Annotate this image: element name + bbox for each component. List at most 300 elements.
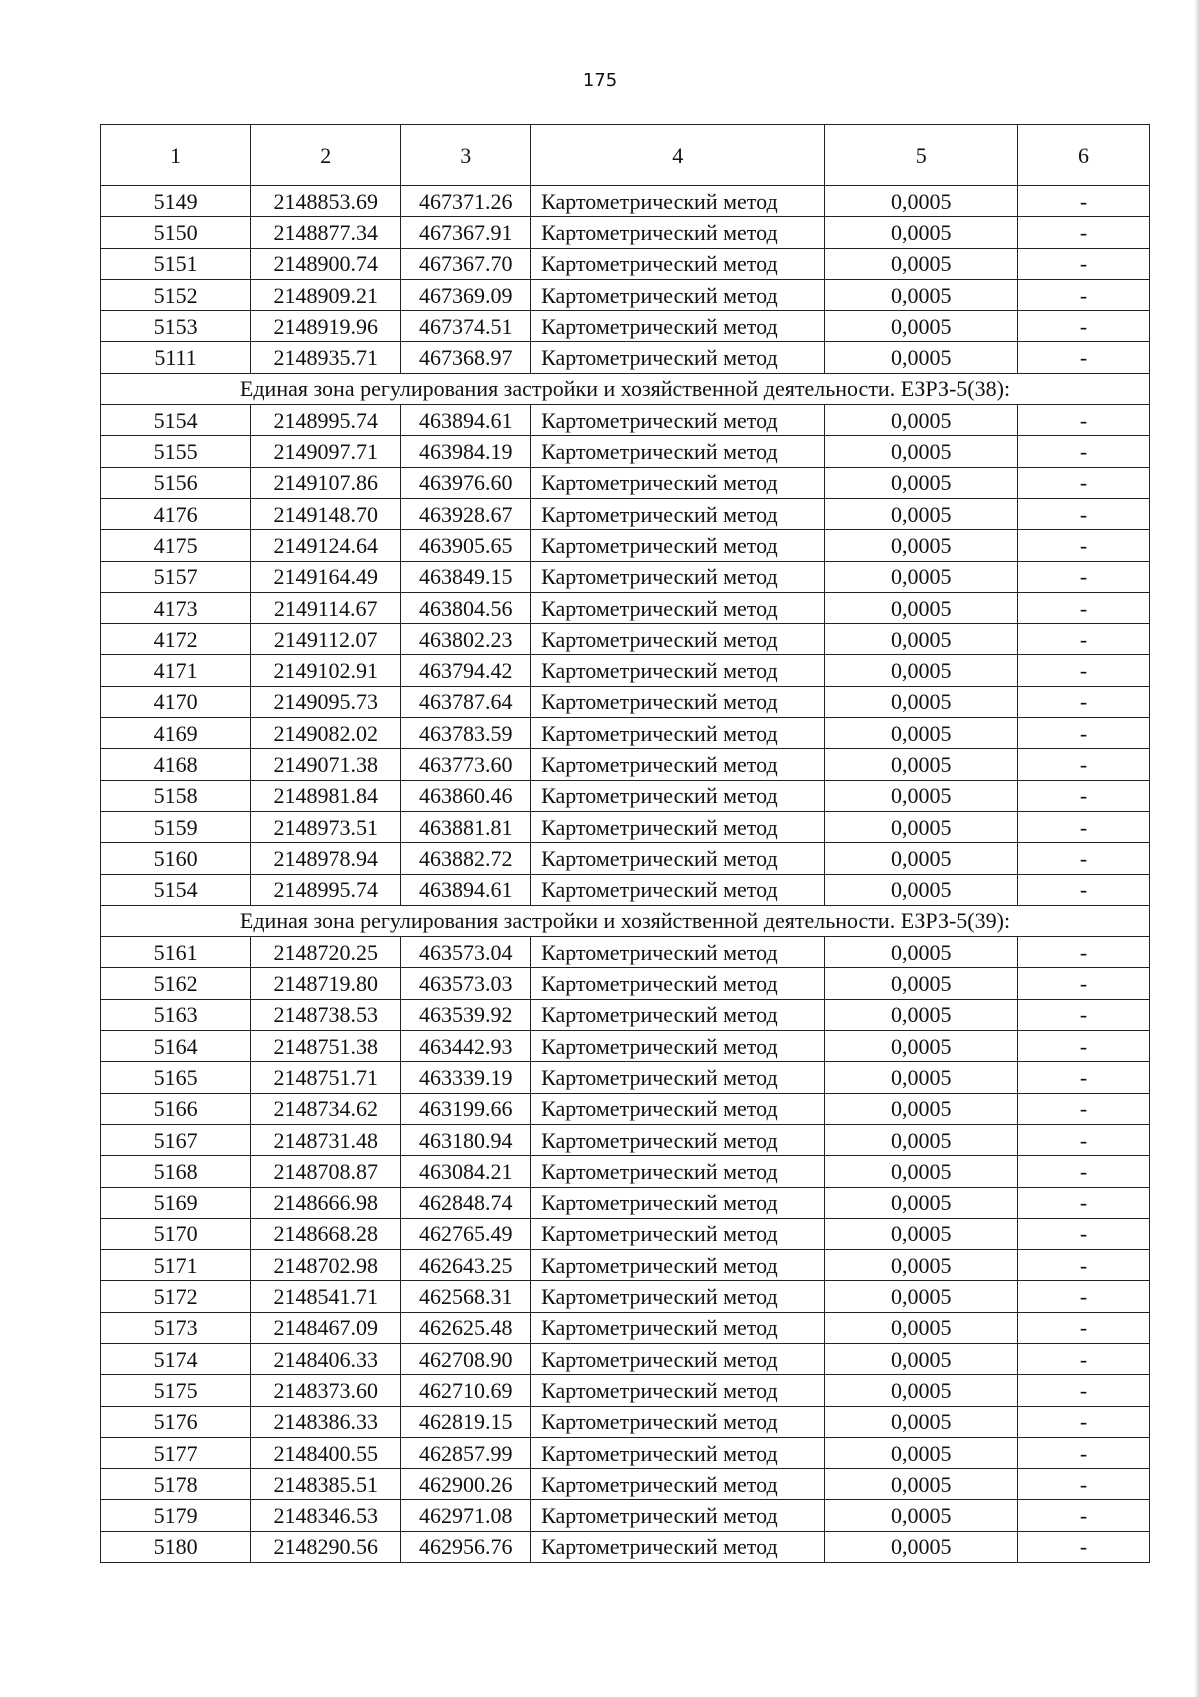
table-row (101, 1124, 1150, 1155)
method-cell: Картометрический метод (531, 874, 825, 905)
point-number-cell: 5158 (101, 780, 251, 811)
coord-y-cell: 467374.51 (401, 311, 531, 342)
note-cell: - (1018, 248, 1150, 279)
coord-y-cell: 463881.81 (401, 811, 531, 842)
point-number-cell: 5154 (101, 405, 251, 436)
table-row (101, 1156, 1150, 1187)
note-cell: - (1018, 1375, 1150, 1406)
coord-x-cell: 2148995.74 (251, 405, 401, 436)
method-cell: Картометрический метод (531, 1031, 825, 1062)
accuracy-cell: 0,0005 (825, 561, 1018, 592)
coord-x-cell: 2148973.51 (251, 811, 401, 842)
note-cell: - (1018, 874, 1150, 905)
point-number-cell: 4171 (101, 655, 251, 686)
table-row (101, 342, 1150, 373)
table-row (101, 1187, 1150, 1218)
note-cell: - (1018, 342, 1150, 373)
table-row (101, 279, 1150, 310)
method-cell: Картометрический метод (531, 1312, 825, 1343)
point-number-cell: 5154 (101, 874, 251, 905)
coord-x-cell: 2149164.49 (251, 561, 401, 592)
point-number-cell: 5149 (101, 186, 251, 217)
coord-x-cell: 2148919.96 (251, 311, 401, 342)
accuracy-cell: 0,0005 (825, 655, 1018, 686)
point-number-cell: 5161 (101, 937, 251, 968)
accuracy-cell: 0,0005 (825, 749, 1018, 780)
coord-x-cell: 2149114.67 (251, 592, 401, 623)
accuracy-cell: 0,0005 (825, 624, 1018, 655)
method-cell: Картометрический метод (531, 1343, 825, 1374)
method-cell: Картометрический метод (531, 1406, 825, 1437)
coord-x-cell: 2148720.25 (251, 937, 401, 968)
table-row (101, 937, 1150, 968)
point-number-cell: 5153 (101, 311, 251, 342)
note-cell: - (1018, 186, 1150, 217)
accuracy-cell: 0,0005 (825, 999, 1018, 1030)
method-cell: Картометрический метод (531, 1062, 825, 1093)
accuracy-cell: 0,0005 (825, 1375, 1018, 1406)
point-number-cell: 5111 (101, 342, 251, 373)
table-row (101, 248, 1150, 279)
note-cell: - (1018, 1406, 1150, 1437)
coord-x-cell: 2148467.09 (251, 1312, 401, 1343)
accuracy-cell: 0,0005 (825, 1406, 1018, 1437)
point-number-cell: 5177 (101, 1437, 251, 1468)
table-row (101, 1437, 1150, 1468)
table-row (101, 1250, 1150, 1281)
column-header: 1 (101, 125, 251, 186)
table-row (101, 1531, 1150, 1562)
coord-y-cell: 463573.04 (401, 937, 531, 968)
accuracy-cell: 0,0005 (825, 1437, 1018, 1468)
accuracy-cell: 0,0005 (825, 498, 1018, 529)
table-row (101, 592, 1150, 623)
method-cell: Картометрический метод (531, 436, 825, 467)
method-cell: Картометрический метод (531, 1124, 825, 1155)
point-number-cell: 5171 (101, 1250, 251, 1281)
method-cell: Картометрический метод (531, 186, 825, 217)
table-row (101, 530, 1150, 561)
note-cell: - (1018, 1156, 1150, 1187)
accuracy-cell: 0,0005 (825, 686, 1018, 717)
point-number-cell: 5178 (101, 1469, 251, 1500)
accuracy-cell: 0,0005 (825, 1312, 1018, 1343)
coord-y-cell: 462625.48 (401, 1312, 531, 1343)
coord-y-cell: 462900.26 (401, 1469, 531, 1500)
column-header: 2 (251, 125, 401, 186)
method-cell: Картометрический метод (531, 279, 825, 310)
accuracy-cell: 0,0005 (825, 1062, 1018, 1093)
method-cell: Картометрический метод (531, 217, 825, 248)
coord-x-cell: 2148666.98 (251, 1187, 401, 1218)
note-cell: - (1018, 1469, 1150, 1500)
note-cell: - (1018, 749, 1150, 780)
note-cell: - (1018, 1531, 1150, 1562)
coord-y-cell: 462819.15 (401, 1406, 531, 1437)
coord-x-cell: 2148751.38 (251, 1031, 401, 1062)
point-number-cell: 4173 (101, 592, 251, 623)
coord-y-cell: 463339.19 (401, 1062, 531, 1093)
method-cell: Картометрический метод (531, 624, 825, 655)
coord-y-cell: 467368.97 (401, 342, 531, 373)
point-number-cell: 5162 (101, 968, 251, 999)
note-cell: - (1018, 843, 1150, 874)
table-row (101, 874, 1150, 905)
method-cell: Картометрический метод (531, 843, 825, 874)
coord-x-cell: 2148877.34 (251, 217, 401, 248)
note-cell: - (1018, 1312, 1150, 1343)
point-number-cell: 5156 (101, 467, 251, 498)
table-row (101, 968, 1150, 999)
coord-y-cell: 463783.59 (401, 718, 531, 749)
coord-y-cell: 467367.70 (401, 248, 531, 279)
coord-y-cell: 463894.61 (401, 405, 531, 436)
table-row (101, 498, 1150, 529)
coord-y-cell: 463849.15 (401, 561, 531, 592)
coord-y-cell: 463180.94 (401, 1124, 531, 1155)
accuracy-cell: 0,0005 (825, 436, 1018, 467)
table-row (101, 999, 1150, 1030)
coord-y-cell: 462848.74 (401, 1187, 531, 1218)
method-cell: Картометрический метод (531, 498, 825, 529)
table-row (101, 718, 1150, 749)
coord-y-cell: 462765.49 (401, 1218, 531, 1249)
method-cell: Картометрический метод (531, 968, 825, 999)
note-cell: - (1018, 1250, 1150, 1281)
coord-x-cell: 2148995.74 (251, 874, 401, 905)
accuracy-cell: 0,0005 (825, 405, 1018, 436)
method-cell: Картометрический метод (531, 780, 825, 811)
note-cell: - (1018, 686, 1150, 717)
method-cell: Картометрический метод (531, 937, 825, 968)
table-row (101, 1281, 1150, 1312)
coord-y-cell: 462971.08 (401, 1500, 531, 1531)
table-row (101, 843, 1150, 874)
accuracy-cell: 0,0005 (825, 937, 1018, 968)
accuracy-cell: 0,0005 (825, 248, 1018, 279)
accuracy-cell: 0,0005 (825, 342, 1018, 373)
note-cell: - (1018, 498, 1150, 529)
coord-y-cell: 463905.65 (401, 530, 531, 561)
coord-y-cell: 463573.03 (401, 968, 531, 999)
note-cell: - (1018, 1187, 1150, 1218)
coord-y-cell: 463860.46 (401, 780, 531, 811)
point-number-cell: 5174 (101, 1343, 251, 1374)
point-number-cell: 5151 (101, 248, 251, 279)
table-row (101, 1375, 1150, 1406)
method-cell: Картометрический метод (531, 1531, 825, 1562)
coord-x-cell: 2148853.69 (251, 186, 401, 217)
coord-x-cell: 2148668.28 (251, 1218, 401, 1249)
point-number-cell: 5164 (101, 1031, 251, 1062)
point-number-cell: 5155 (101, 436, 251, 467)
zone-heading: Единая зона регулирования застройки и хозяйственной деятельности. ЕЗРЗ-5(39): (101, 905, 1150, 936)
note-cell: - (1018, 624, 1150, 655)
coord-x-cell: 2148734.62 (251, 1093, 401, 1124)
point-number-cell: 4172 (101, 624, 251, 655)
coord-x-cell: 2149095.73 (251, 686, 401, 717)
table-row (101, 311, 1150, 342)
note-cell: - (1018, 530, 1150, 561)
coord-y-cell: 463794.42 (401, 655, 531, 686)
note-cell: - (1018, 561, 1150, 592)
method-cell: Картометрический метод (531, 1281, 825, 1312)
accuracy-cell: 0,0005 (825, 780, 1018, 811)
accuracy-cell: 0,0005 (825, 592, 1018, 623)
table-row (101, 655, 1150, 686)
note-cell: - (1018, 1281, 1150, 1312)
table-row (101, 467, 1150, 498)
coord-x-cell: 2148373.60 (251, 1375, 401, 1406)
table-row (101, 624, 1150, 655)
accuracy-cell: 0,0005 (825, 874, 1018, 905)
scan-edge (1194, 0, 1200, 1697)
coord-x-cell: 2149082.02 (251, 718, 401, 749)
point-number-cell: 5170 (101, 1218, 251, 1249)
table-row (101, 1469, 1150, 1500)
note-cell: - (1018, 811, 1150, 842)
point-number-cell: 5159 (101, 811, 251, 842)
accuracy-cell: 0,0005 (825, 1218, 1018, 1249)
note-cell: - (1018, 279, 1150, 310)
coord-y-cell: 462956.76 (401, 1531, 531, 1562)
method-cell: Картометрический метод (531, 1093, 825, 1124)
method-cell: Картометрический метод (531, 811, 825, 842)
column-header: 3 (401, 125, 531, 186)
coord-x-cell: 2148346.53 (251, 1500, 401, 1531)
coord-x-cell: 2148738.53 (251, 999, 401, 1030)
table-row (101, 436, 1150, 467)
method-cell: Картометрический метод (531, 561, 825, 592)
coord-y-cell: 463539.92 (401, 999, 531, 1030)
point-number-cell: 5157 (101, 561, 251, 592)
coord-y-cell: 462710.69 (401, 1375, 531, 1406)
point-number-cell: 5173 (101, 1312, 251, 1343)
note-cell: - (1018, 1500, 1150, 1531)
accuracy-cell: 0,0005 (825, 311, 1018, 342)
method-cell: Картометрический метод (531, 1187, 825, 1218)
accuracy-cell: 0,0005 (825, 1124, 1018, 1155)
coord-x-cell: 2148406.33 (251, 1343, 401, 1374)
point-number-cell: 5166 (101, 1093, 251, 1124)
method-cell: Картометрический метод (531, 1469, 825, 1500)
note-cell: - (1018, 1343, 1150, 1374)
zone-heading: Единая зона регулирования застройки и хозяйственной деятельности. ЕЗРЗ-5(38): (101, 373, 1150, 404)
note-cell: - (1018, 311, 1150, 342)
accuracy-cell: 0,0005 (825, 1093, 1018, 1124)
coord-x-cell: 2149102.91 (251, 655, 401, 686)
method-cell: Картометрический метод (531, 718, 825, 749)
page-number: 175 (582, 70, 618, 91)
table-row (101, 561, 1150, 592)
coord-x-cell: 2148541.71 (251, 1281, 401, 1312)
table-row (101, 686, 1150, 717)
method-cell: Картометрический метод (531, 1500, 825, 1531)
table-row (101, 1031, 1150, 1062)
note-cell: - (1018, 1062, 1150, 1093)
method-cell: Картометрический метод (531, 999, 825, 1030)
coord-x-cell: 2148702.98 (251, 1250, 401, 1281)
coord-y-cell: 462643.25 (401, 1250, 531, 1281)
table-row (101, 1406, 1150, 1437)
point-number-cell: 5180 (101, 1531, 251, 1562)
accuracy-cell: 0,0005 (825, 718, 1018, 749)
note-cell: - (1018, 467, 1150, 498)
note-cell: - (1018, 1093, 1150, 1124)
coord-y-cell: 463773.60 (401, 749, 531, 780)
point-number-cell: 5179 (101, 1500, 251, 1531)
accuracy-cell: 0,0005 (825, 1187, 1018, 1218)
method-cell: Картометрический метод (531, 1437, 825, 1468)
coord-y-cell: 463984.19 (401, 436, 531, 467)
coord-y-cell: 463976.60 (401, 467, 531, 498)
coord-y-cell: 467369.09 (401, 279, 531, 310)
point-number-cell: 5176 (101, 1406, 251, 1437)
column-header: 6 (1018, 125, 1150, 186)
method-cell: Картометрический метод (531, 248, 825, 279)
table-row (101, 1062, 1150, 1093)
coord-x-cell: 2148731.48 (251, 1124, 401, 1155)
coord-x-cell: 2149071.38 (251, 749, 401, 780)
coord-x-cell: 2148751.71 (251, 1062, 401, 1093)
point-number-cell: 5175 (101, 1375, 251, 1406)
note-cell: - (1018, 968, 1150, 999)
note-cell: - (1018, 436, 1150, 467)
coord-y-cell: 462708.90 (401, 1343, 531, 1374)
coord-x-cell: 2149107.86 (251, 467, 401, 498)
table-row (101, 405, 1150, 436)
coord-x-cell: 2148290.56 (251, 1531, 401, 1562)
accuracy-cell: 0,0005 (825, 1343, 1018, 1374)
accuracy-cell: 0,0005 (825, 530, 1018, 561)
coord-y-cell: 462568.31 (401, 1281, 531, 1312)
coord-y-cell: 463894.61 (401, 874, 531, 905)
point-number-cell: 5152 (101, 279, 251, 310)
table-row (101, 1500, 1150, 1531)
accuracy-cell: 0,0005 (825, 1156, 1018, 1187)
coord-y-cell: 463928.67 (401, 498, 531, 529)
table-row (101, 1312, 1150, 1343)
note-cell: - (1018, 999, 1150, 1030)
accuracy-cell: 0,0005 (825, 1531, 1018, 1562)
coord-y-cell: 463787.64 (401, 686, 531, 717)
coord-y-cell: 463442.93 (401, 1031, 531, 1062)
table-row (101, 186, 1150, 217)
accuracy-cell: 0,0005 (825, 843, 1018, 874)
note-cell: - (1018, 217, 1150, 248)
point-number-cell: 4170 (101, 686, 251, 717)
point-number-cell: 5165 (101, 1062, 251, 1093)
zone-heading-row (101, 373, 1150, 404)
point-number-cell: 4168 (101, 749, 251, 780)
accuracy-cell: 0,0005 (825, 217, 1018, 248)
note-cell: - (1018, 937, 1150, 968)
table-body (101, 186, 1150, 1563)
coord-x-cell: 2148978.94 (251, 843, 401, 874)
accuracy-cell: 0,0005 (825, 1500, 1018, 1531)
method-cell: Картометрический метод (531, 1156, 825, 1187)
point-number-cell: 5168 (101, 1156, 251, 1187)
point-number-cell: 5150 (101, 217, 251, 248)
table-row (101, 217, 1150, 248)
note-cell: - (1018, 1124, 1150, 1155)
note-cell: - (1018, 592, 1150, 623)
table-header-row (101, 125, 1150, 186)
accuracy-cell: 0,0005 (825, 1031, 1018, 1062)
method-cell: Картометрический метод (531, 467, 825, 498)
note-cell: - (1018, 655, 1150, 686)
coord-x-cell: 2149148.70 (251, 498, 401, 529)
method-cell: Картометрический метод (531, 1250, 825, 1281)
coord-y-cell: 467367.91 (401, 217, 531, 248)
point-number-cell: 5167 (101, 1124, 251, 1155)
coord-x-cell: 2149112.07 (251, 624, 401, 655)
method-cell: Картометрический метод (531, 405, 825, 436)
coord-x-cell: 2148719.80 (251, 968, 401, 999)
accuracy-cell: 0,0005 (825, 968, 1018, 999)
note-cell: - (1018, 1218, 1150, 1249)
method-cell: Картометрический метод (531, 342, 825, 373)
note-cell: - (1018, 718, 1150, 749)
coord-y-cell: 463802.23 (401, 624, 531, 655)
method-cell: Картометрический метод (531, 592, 825, 623)
table-row (101, 1093, 1150, 1124)
method-cell: Картометрический метод (531, 311, 825, 342)
note-cell: - (1018, 1437, 1150, 1468)
accuracy-cell: 0,0005 (825, 1281, 1018, 1312)
method-cell: Картометрический метод (531, 749, 825, 780)
coord-x-cell: 2148400.55 (251, 1437, 401, 1468)
method-cell: Картометрический метод (531, 1375, 825, 1406)
method-cell: Картометрический метод (531, 1218, 825, 1249)
table-row (101, 780, 1150, 811)
coord-y-cell: 463199.66 (401, 1093, 531, 1124)
method-cell: Картометрический метод (531, 686, 825, 717)
table-row (101, 1343, 1150, 1374)
coord-x-cell: 2148385.51 (251, 1469, 401, 1500)
coord-x-cell: 2148935.71 (251, 342, 401, 373)
zone-heading-row (101, 905, 1150, 936)
table-row (101, 811, 1150, 842)
coord-x-cell: 2148900.74 (251, 248, 401, 279)
table-row (101, 1218, 1150, 1249)
method-cell: Картометрический метод (531, 530, 825, 561)
coord-y-cell: 463084.21 (401, 1156, 531, 1187)
accuracy-cell: 0,0005 (825, 279, 1018, 310)
method-cell: Картометрический метод (531, 655, 825, 686)
coord-x-cell: 2149124.64 (251, 530, 401, 561)
coord-x-cell: 2148981.84 (251, 780, 401, 811)
point-number-cell: 4175 (101, 530, 251, 561)
note-cell: - (1018, 405, 1150, 436)
coord-x-cell: 2149097.71 (251, 436, 401, 467)
coordinates-table (100, 124, 1150, 1563)
coord-y-cell: 463882.72 (401, 843, 531, 874)
coord-y-cell: 467371.26 (401, 186, 531, 217)
coord-x-cell: 2148386.33 (251, 1406, 401, 1437)
coord-x-cell: 2148708.87 (251, 1156, 401, 1187)
accuracy-cell: 0,0005 (825, 811, 1018, 842)
column-header: 5 (825, 125, 1018, 186)
point-number-cell: 5163 (101, 999, 251, 1030)
note-cell: - (1018, 1031, 1150, 1062)
column-header: 4 (531, 125, 825, 186)
point-number-cell: 5169 (101, 1187, 251, 1218)
coord-y-cell: 463804.56 (401, 592, 531, 623)
coord-x-cell: 2148909.21 (251, 279, 401, 310)
accuracy-cell: 0,0005 (825, 186, 1018, 217)
table-row (101, 749, 1150, 780)
